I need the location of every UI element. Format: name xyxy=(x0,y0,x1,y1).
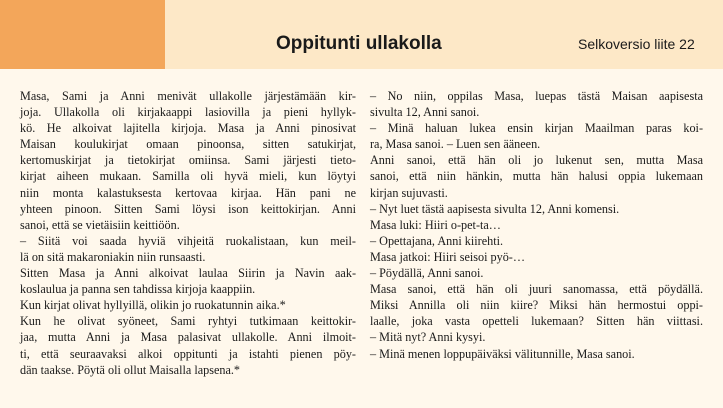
text-line: Kun he olivat syöneet, Sami ryhtyi tutkimaan keittokir- xyxy=(20,314,356,329)
page-title: Oppitunti ullakolla xyxy=(276,33,442,54)
text-line: Maisan koulukirjat omaan pinoonsa, sitten satukirjat, xyxy=(20,137,356,152)
text-line: kirjan sujuvasti. xyxy=(370,185,448,200)
text-line: lä on sitä makaroniakin niin runsaasti. xyxy=(20,249,206,264)
text-line: sivulta 12, Anni sanoi. xyxy=(370,105,480,120)
text-line: – Opettajana, Anni kiirehti. xyxy=(370,233,504,248)
text-line: – Minä menen loppupäiväksi välitunnille, Masa sanoi. xyxy=(370,346,635,361)
text-line: kirjat aiheen mukaan. Samilla oli hyvä mieli, kun löytyi xyxy=(20,169,356,184)
text-body xyxy=(0,69,723,408)
text-line: sanoi, että niin hänkin, mutta hän halusi oppia lukemaan xyxy=(370,169,703,184)
text-line: Masa, Sami ja Anni menivät ullakolle järjestämään kir- xyxy=(20,89,356,103)
header-accent-block xyxy=(0,0,165,69)
text-line: koslaulua ja panna sen tahdissa kirjoja kaappiin. xyxy=(20,282,256,297)
text-line: – Minä haluan lukea ensin kirjan Maailman paras koi- xyxy=(370,121,703,136)
text-line: – Siitä voi saada hyviä vihjeitä ruokalistaan, kun meil- xyxy=(20,233,356,248)
text-line: jaa, mutta Anni ja Masa palasivat ullakolle. Anni ilmoit- xyxy=(20,330,356,345)
text-line: ra, Masa sanoi. – Luen sen ääneen. xyxy=(370,137,541,152)
text-line: Sitten Masa ja Anni alkoivat laulaa Siirin ja Navin aak- xyxy=(20,266,356,281)
text-line: sanoi, että se vietäisiin keittiöön. xyxy=(20,217,180,232)
text-line: – Nyt luet tästä aapisesta sivulta 12, Anni komensi. xyxy=(370,201,620,216)
text-line: laalle, joka vasta opetteli lukemaan? Sitten hän viittasi. xyxy=(370,314,703,329)
right-column xyxy=(370,88,703,362)
left-column xyxy=(20,88,356,378)
text-line: joja. Ullakolla oli kirjakaappi lasiovilla ja pieni hyllyk- xyxy=(20,105,356,120)
text-line: – Pöydällä, Anni sanoi. xyxy=(370,266,484,281)
text-line: Masa luki: Hiiri o-pet-ta… xyxy=(370,217,501,232)
text-line: kertomuskirjat ja tietokirjat omiinsa. Sami järjesti tieto- xyxy=(20,153,356,168)
header-band xyxy=(165,0,723,69)
text-line: dän taakse. Pöytä oli ollut Maisalla lapsena.* xyxy=(20,362,240,377)
text-line: yhteen pinoon. Sitten Sami löysi ison keittokirjan. Anni xyxy=(20,201,356,216)
text-line: ti, että seuraavaksi alkoi oppitunti ja istahti pienen pöy- xyxy=(20,346,356,361)
text-line: niin monta kalastuksesta kertovaa kirjaa. Hän pani ne xyxy=(20,185,356,200)
text-line: Masa sanoi, että hän oli juuri sanomassa, että pöydällä. xyxy=(370,282,703,297)
text-line: kö. He alkoivat lajitella kirjoja. Masa ja Anni pinosivat xyxy=(20,121,356,136)
text-line: Masa jatkoi: Hiiri seisoi pyö-… xyxy=(370,249,526,264)
text-line: – Mitä nyt? Anni kysyi. xyxy=(370,330,486,345)
page-subtitle: Selkoversio liite 22 xyxy=(578,36,695,52)
text-line: Anni sanoi, että hän oli jo lukenut sen, mutta Masa xyxy=(370,153,703,168)
text-line: Miksi Annilla oli niin kiire? Miksi hän hermostui oppi- xyxy=(370,298,703,313)
text-line: Kun kirjat olivat hyllyillä, olikin jo ruokatunnin aika.* xyxy=(20,298,286,313)
text-line: – No niin, oppilas Masa, luepas tästä Maisan aapisesta xyxy=(370,89,703,103)
header-banner xyxy=(0,0,723,69)
